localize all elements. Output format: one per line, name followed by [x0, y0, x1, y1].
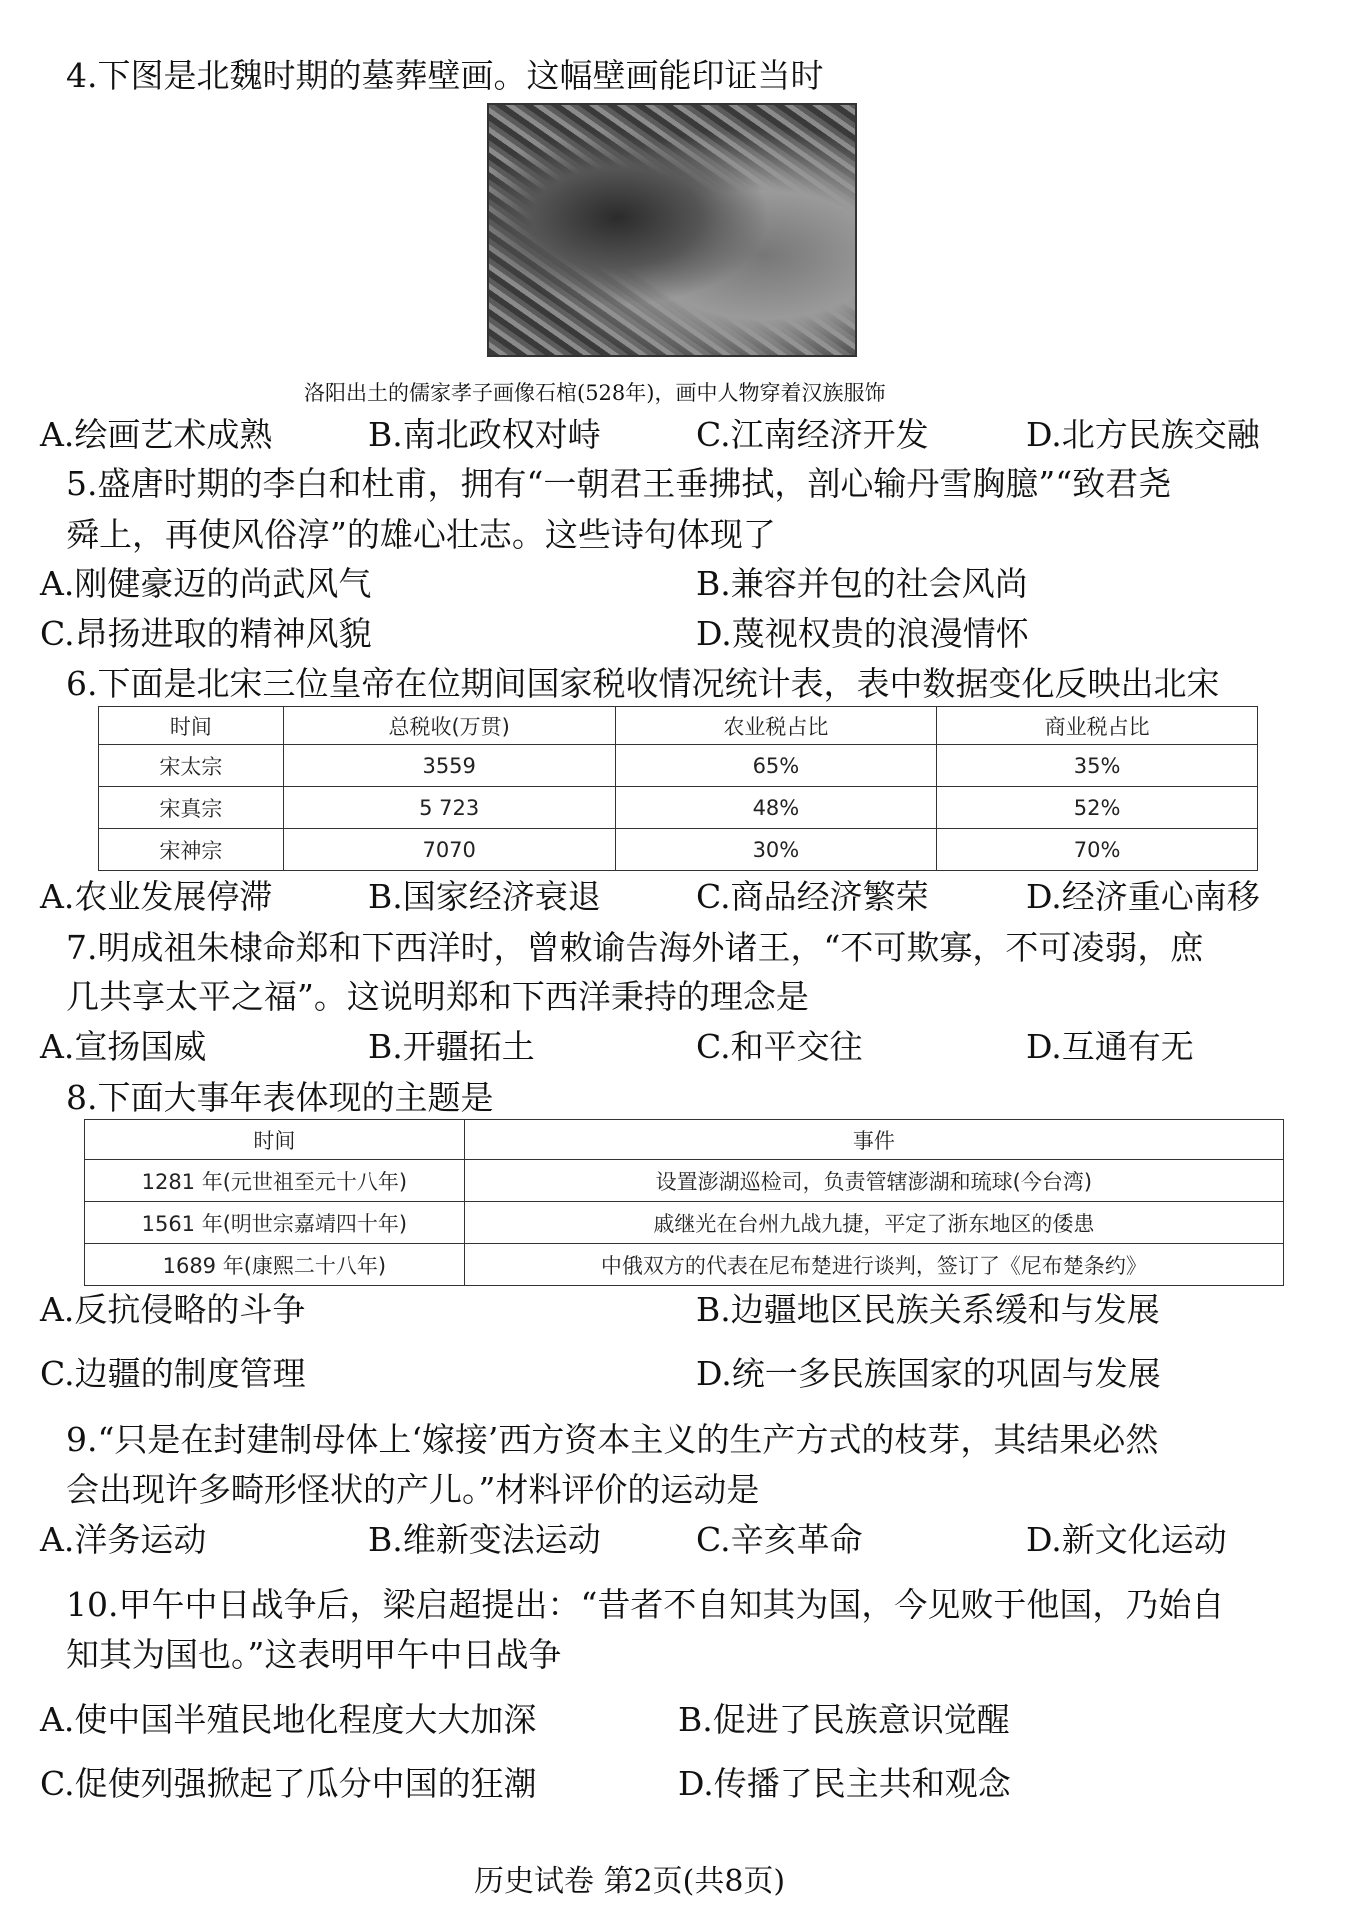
- q7-option-b[interactable]: B.开疆拓土: [368, 1027, 535, 1066]
- q6-option-b[interactable]: B.国家经济衰退: [368, 877, 601, 916]
- tax-cell: 5 723: [283, 787, 615, 829]
- events-cell: 设置澎湖巡检司，负责管辖澎湖和琉球(今台湾): [464, 1160, 1283, 1202]
- q6-option-a[interactable]: A.农业发展停滞: [40, 877, 273, 916]
- q9-option-d[interactable]: D.新文化运动: [1026, 1520, 1227, 1559]
- events-cell: 戚继光在台州九战九捷，平定了浙东地区的倭患: [464, 1202, 1283, 1244]
- table-row: [99, 745, 1258, 787]
- q4-option-b[interactable]: B.南北政权对峙: [368, 415, 601, 454]
- tax-cell: 52%: [937, 787, 1258, 829]
- q5-stem-line2: 舜上，再使风俗淳”的雄心壮志。这些诗句体现了: [66, 515, 776, 554]
- events-cell: 1561 年(明世宗嘉靖四十年): [85, 1202, 465, 1244]
- q5-stem-line1: 5.盛唐时期的李白和杜甫，拥有“一朝君王垂拂拭，剖心输丹雪胸臆”“致君尧: [66, 464, 1172, 503]
- tax-cell: 3559: [283, 745, 615, 787]
- tax-header-agri: 农业税占比: [615, 707, 937, 745]
- q10-option-b[interactable]: B.促进了民族意识觉醒: [678, 1700, 1010, 1739]
- q7-stem-line1: 7.明成祖朱棣命郑和下西洋时，曾敕谕告海外诸王，“不可欺寡，不可凌弱，庶: [66, 928, 1204, 967]
- q8-option-d[interactable]: D.统一多民族国家的巩固与发展: [696, 1354, 1161, 1393]
- q7-stem-line2: 几共享太平之福”。这说明郑和下西洋秉持的理念是: [66, 977, 809, 1016]
- q6-option-d[interactable]: D.经济重心南移: [1026, 877, 1260, 916]
- q8-option-c[interactable]: C.边疆的制度管理: [40, 1354, 306, 1393]
- tax-table: [98, 706, 1258, 871]
- q8-stem: 8.下面大事年表体现的主题是: [66, 1078, 494, 1117]
- q7-option-a[interactable]: A.宣扬国威: [40, 1027, 207, 1066]
- tax-header-comm: 商业税占比: [937, 707, 1258, 745]
- q9-stem-line1: 9.“只是在封建制母体上‘嫁接’西方资本主义的生产方式的枝芽，其结果必然: [66, 1420, 1159, 1459]
- tax-cell: 48%: [615, 787, 937, 829]
- tax-header-time: 时间: [99, 707, 284, 745]
- events-header-event: 事件: [464, 1120, 1283, 1160]
- events-table: [84, 1119, 1284, 1286]
- q4-option-c[interactable]: C.江南经济开发: [696, 415, 929, 454]
- mural-image: [487, 103, 857, 357]
- events-cell: 1689 年(康熙二十八年): [85, 1244, 465, 1286]
- tax-cell: 30%: [615, 829, 937, 871]
- table-row: [99, 787, 1258, 829]
- q9-option-c[interactable]: C.辛亥革命: [696, 1520, 863, 1559]
- q4-option-a[interactable]: A.绘画艺术成熟: [40, 415, 273, 454]
- tax-cell: 65%: [615, 745, 937, 787]
- q9-option-b[interactable]: B.维新变法运动: [368, 1520, 601, 1559]
- q10-option-a[interactable]: A.使中国半殖民地化程度大大加深: [40, 1700, 537, 1739]
- table-row: [85, 1202, 1284, 1244]
- q5-option-a[interactable]: A.刚健豪迈的尚武风气: [40, 564, 372, 603]
- q4-option-d[interactable]: D.北方民族交融: [1026, 415, 1260, 454]
- tax-cell: 35%: [937, 745, 1258, 787]
- q10-option-c[interactable]: C.促使列强掀起了瓜分中国的狂潮: [40, 1764, 537, 1803]
- tax-cell: 7070: [283, 829, 615, 871]
- events-header-time: 时间: [85, 1120, 465, 1160]
- page-footer: 历史试卷 第2页(共8页): [474, 1864, 786, 1899]
- q6-stem: 6.下面是北宋三位皇帝在位期间国家税收情况统计表，表中数据变化反映出北宋: [66, 664, 1220, 703]
- tax-header-total: 总税收(万贯): [283, 707, 615, 745]
- q5-option-d[interactable]: D.蔑视权贵的浪漫情怀: [696, 614, 1029, 653]
- q7-option-d[interactable]: D.互通有无: [1026, 1027, 1194, 1066]
- q9-stem-line2: 会出现许多畸形怪状的产儿。”材料评价的运动是: [66, 1470, 760, 1509]
- tax-cell: 70%: [937, 829, 1258, 871]
- table-row: [85, 1160, 1284, 1202]
- q6-option-c[interactable]: C.商品经济繁荣: [696, 877, 929, 916]
- tax-cell: 宋神宗: [99, 829, 284, 871]
- table-row: [99, 829, 1258, 871]
- q10-option-d[interactable]: D.传播了民主共和观念: [678, 1764, 1011, 1803]
- q8-option-a[interactable]: A.反抗侵略的斗争: [40, 1290, 306, 1329]
- tax-cell: 宋太宗: [99, 745, 284, 787]
- tax-cell: 宋真宗: [99, 787, 284, 829]
- q4-caption: 洛阳出土的儒家孝子画像石棺(528年)，画中人物穿着汉族服饰: [304, 381, 886, 405]
- q4-stem: 4.下图是北魏时期的墓葬壁画。这幅壁画能印证当时: [66, 56, 824, 95]
- events-cell: 中俄双方的代表在尼布楚进行谈判，签订了《尼布楚条约》: [464, 1244, 1283, 1286]
- q8-option-b[interactable]: B.边疆地区民族关系缓和与发展: [696, 1290, 1160, 1329]
- q9-option-a[interactable]: A.洋务运动: [40, 1520, 207, 1559]
- events-cell: 1281 年(元世祖至元十八年): [85, 1160, 465, 1202]
- q5-option-c[interactable]: C.昂扬进取的精神风貌: [40, 614, 372, 653]
- q7-option-c[interactable]: C.和平交往: [696, 1027, 863, 1066]
- q5-option-b[interactable]: B.兼容并包的社会风尚: [696, 564, 1028, 603]
- q10-stem-line1: 10.甲午中日战争后，梁启超提出：“昔者不自知其为国，今见败于他国，乃始自: [66, 1585, 1225, 1624]
- q10-stem-line2: 知其为国也。”这表明甲午中日战争: [66, 1635, 562, 1674]
- table-row: [85, 1244, 1284, 1286]
